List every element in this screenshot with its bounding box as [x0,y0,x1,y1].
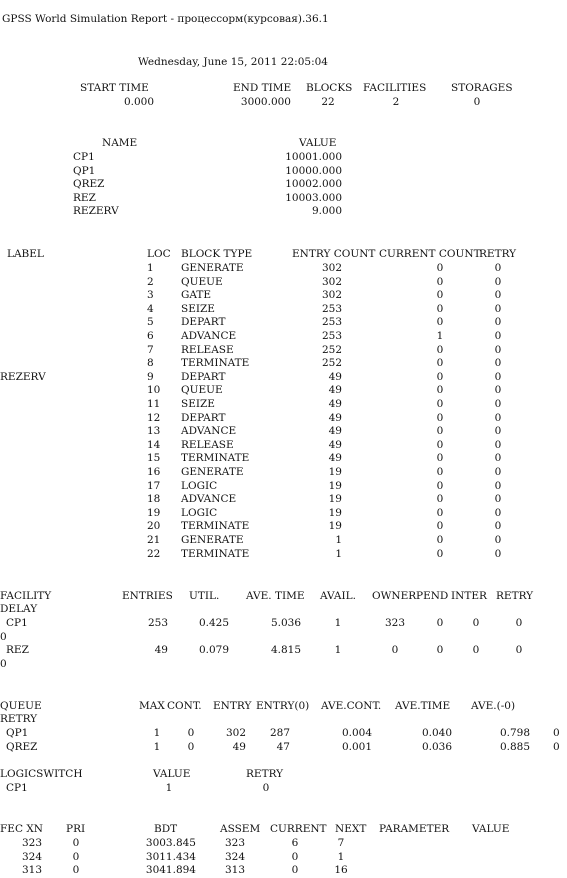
block-type: TERMINATE [181,547,250,560]
fec-value: 3011.434 [145,850,196,863]
blocks-header: RETRY [479,248,517,260]
facility-value: 4.815 [270,644,301,657]
block-loc: 15 [147,452,161,465]
block-type: LOGIC [181,506,218,519]
facility-retry-wrap: 0 [0,657,7,670]
facility-value: 5.036 [270,617,301,629]
block-retry: 0 [494,289,502,302]
name-label: CP1 [73,151,95,163]
block-type: ADVANCE [181,493,237,506]
block-loc: 20 [147,520,161,533]
block-current-count: 0 [436,316,444,329]
block-label: REZERV [0,370,46,383]
summary-value: 3000.000 [240,96,291,108]
block-current-count: 0 [436,302,444,315]
block-type: GATE [181,289,212,302]
block-loc: 5 [147,316,154,329]
block-retry: 0 [494,493,502,506]
facility-value: 1 [334,644,342,657]
block-retry: 0 [494,357,502,370]
block-retry: 0 [494,411,502,424]
block-retry: 0 [494,316,502,329]
block-current-count: 0 [436,425,444,438]
summary-header: START TIME [80,82,149,94]
facility-value: 323 [384,617,406,629]
name-label: REZERV [73,205,119,218]
block-current-count: 0 [436,411,444,424]
facility-header: AVE. TIME [246,590,305,602]
summary-value: 2 [392,96,400,108]
facility-value: 49 [154,644,168,657]
queue-value: 0.036 [421,740,452,753]
blocks-header: ENTRY COUNT [292,248,376,260]
block-type: RELEASE [181,438,234,451]
block-retry: 0 [494,438,502,451]
queue-header: AVE.(-0) [471,700,516,712]
facility-value: 0.079 [198,644,230,657]
block-type: SEIZE [181,398,215,410]
name-label: QP1 [73,164,96,177]
block-loc: 6 [147,330,154,342]
block-loc: 17 [147,479,161,492]
block-current-count: 0 [436,275,444,288]
block-retry: 0 [494,384,502,397]
block-type: DEPART [181,370,226,383]
block-entry-count: 49 [328,411,342,424]
block-current-count: 0 [436,466,444,478]
facility-value: 0.425 [198,617,230,629]
logicswitch-retry: 0 [262,782,270,794]
block-loc: 19 [147,506,161,519]
block-type: SEIZE [181,302,215,315]
block-entry-count: 49 [328,452,342,465]
block-retry: 0 [494,275,502,288]
facility-header: ENTRIES [122,590,173,602]
block-type: GENERATE [181,534,244,546]
queue-value: 1 [153,740,161,753]
fec-value: 0 [72,837,80,849]
fec-value: 6 [291,837,299,849]
fec-value: 323 [224,837,246,849]
block-type: ADVANCE [181,425,237,438]
block-entry-count: 302 [321,289,342,302]
block-retry: 0 [494,262,502,274]
block-type: TERMINATE [181,520,250,533]
block-current-count: 0 [436,357,444,370]
block-loc: 13 [147,425,161,438]
fec-value: 313 [224,864,246,877]
facility-header: DELAY [0,603,38,615]
queue-value: 0.040 [421,727,452,739]
name-value: 10001.000 [285,151,342,163]
fec-value: 323 [21,837,42,849]
block-loc: 11 [147,398,161,410]
queue-header: ENTRY(0) [256,700,310,712]
queue-retry: 0 [553,740,560,753]
blocks-header: LOC [147,248,171,260]
logicswitch-header: VALUE [153,768,191,780]
summary-header: FACILITIES [363,82,427,94]
block-entry-count: 19 [328,479,342,492]
facility-header: PEND [416,590,449,602]
block-loc: 8 [147,357,154,370]
name-value: 9.000 [311,205,342,218]
facility-value: 253 [147,617,168,629]
block-entry-count: 49 [328,370,342,383]
block-retry: 0 [494,452,502,465]
block-entry-count: 1 [335,534,342,546]
facility-header: UTIL. [189,590,220,602]
fec-header: BDT [154,823,178,835]
logicswitch-header: RETRY [246,768,284,780]
block-entry-count: 253 [321,330,342,342]
blocks-header: BLOCK TYPE [181,248,253,260]
block-retry: 0 [494,330,502,342]
facility-header: FACILITY [0,590,52,602]
block-current-count: 0 [436,534,444,546]
block-type: GENERATE [181,466,244,478]
queue-value: 302 [225,727,246,739]
queue-value: 0.004 [341,727,372,739]
facility-header: INTER [451,590,487,602]
fec-value: 0 [72,864,80,877]
summary-value: 0 [473,96,481,108]
logicswitch-name: CP1 [6,782,28,794]
name-label: REZ [73,191,96,204]
facility-value: 0 [391,644,399,657]
block-current-count: 0 [436,506,444,519]
block-loc: 2 [147,275,154,288]
blocks-header: CURRENT COUNT [379,248,481,260]
facility-header: OWNER [372,590,417,602]
block-current-count: 0 [436,547,444,560]
queue-header: RETRY [0,713,38,725]
block-retry: 0 [494,425,502,438]
block-loc: 3 [147,289,154,302]
report-date: Wednesday, June 15, 2011 22:05:04 [138,56,328,68]
block-type: RELEASE [181,343,234,356]
block-entry-count: 252 [321,343,342,356]
block-type: TERMINATE [181,357,250,370]
fec-header: PRI [66,823,86,835]
block-current-count: 0 [436,398,444,410]
block-loc: 10 [147,384,161,397]
fec-header: NEXT [335,823,367,835]
summary-header: END TIME [233,82,292,94]
block-current-count: 0 [436,520,444,533]
block-type: GENERATE [181,262,244,274]
report-title: GPSS World Simulation Report - процессорм(курсовая).36.1 [2,13,329,25]
fec-header: VALUE [472,823,510,835]
block-type: QUEUE [181,384,223,397]
facility-value: 0 [436,617,444,629]
block-retry: 0 [494,534,502,546]
block-loc: 1 [147,262,154,274]
facility-name: REZ [6,644,29,657]
queue-value: 49 [232,740,246,753]
block-retry: 0 [494,398,502,410]
block-current-count: 0 [436,493,444,506]
block-retry: 0 [494,370,502,383]
block-type: ADVANCE [181,330,237,342]
queue-value: 0.885 [499,740,530,753]
block-entry-count: 302 [321,275,342,288]
queue-value: 47 [276,740,290,753]
block-type: LOGIC [181,479,218,492]
queue-header: QUEUE [0,700,42,712]
block-loc: 9 [147,370,154,383]
fec-value: 324 [224,850,246,863]
queue-header: CONT. [167,700,202,712]
block-entry-count: 253 [321,316,342,329]
queue-header: AVE.TIME [395,700,451,712]
fec-header: ASSEM [220,823,261,835]
fec-header: PARAMETER [379,823,450,835]
block-current-count: 1 [436,330,444,342]
fec-value: 324 [21,850,42,863]
fec-value: 0 [291,864,299,877]
block-loc: 7 [147,343,154,356]
block-loc: 16 [147,466,161,478]
facility-name: CP1 [6,617,28,629]
facility-value: 0 [515,617,523,629]
queue-name: QREZ [6,740,38,753]
block-type: QUEUE [181,275,223,288]
fec-value: 0 [291,850,299,863]
block-entry-count: 302 [321,262,342,274]
block-loc: 12 [147,411,161,424]
queue-header: MAX [139,700,165,712]
names-header: NAME [102,137,138,149]
fec-value: 3003.845 [145,837,196,849]
fec-value: 16 [334,864,348,877]
queue-value: 0.001 [341,740,372,753]
block-loc: 22 [147,547,161,560]
queue-value: 1 [153,727,161,739]
fec-value: 0 [72,850,80,863]
block-entry-count: 253 [321,302,342,315]
block-entry-count: 19 [328,466,342,478]
block-entry-count: 49 [328,425,342,438]
block-loc: 21 [147,534,161,546]
block-retry: 0 [494,302,502,315]
block-type: DEPART [181,316,226,329]
block-current-count: 0 [436,262,444,274]
block-retry: 0 [494,506,502,519]
queue-name: QP1 [6,727,29,739]
facility-header: AVAIL. [320,590,356,602]
names-header: VALUE [299,137,337,149]
facility-value: 0 [472,644,480,657]
queue-value: 0 [187,727,195,739]
block-current-count: 0 [436,343,444,356]
facility-header: RETRY [496,590,534,602]
facility-value: 0 [472,617,480,629]
name-value: 10002.000 [285,178,342,191]
block-current-count: 0 [436,370,444,383]
queue-header: AVE.CONT. [321,700,382,712]
block-type: DEPART [181,411,226,424]
fec-header: FEC XN [0,823,43,835]
name-value: 10000.000 [285,164,342,177]
blocks-header: LABEL [7,248,44,260]
block-retry: 0 [494,466,502,478]
block-entry-count: 1 [335,547,342,560]
queue-header: ENTRY [213,700,252,712]
name-value: 10003.000 [285,191,342,204]
facility-retry-wrap: 0 [0,630,7,643]
queue-value: 0.798 [499,727,530,739]
block-current-count: 0 [436,384,444,397]
block-current-count: 0 [436,438,444,451]
queue-value: 287 [269,727,290,739]
block-entry-count: 49 [328,384,342,397]
fec-header: CURRENT [270,823,327,835]
summary-header: STORAGES [451,82,513,94]
block-entry-count: 19 [328,520,342,533]
facility-value: 0 [515,644,523,657]
block-loc: 14 [147,438,161,451]
block-entry-count: 19 [328,506,342,519]
block-entry-count: 19 [328,493,342,506]
summary-value: 0.000 [123,96,154,108]
fec-value: 1 [337,850,345,863]
fec-value: 7 [337,837,345,849]
block-loc: 4 [147,302,154,315]
block-current-count: 0 [436,452,444,465]
queue-value: 0 [187,740,195,753]
summary-header: BLOCKS [306,82,353,94]
block-entry-count: 49 [328,398,342,410]
logicswitch-header: LOGICSWITCH [0,768,83,780]
block-current-count: 0 [436,479,444,492]
queue-retry: 0 [553,727,560,739]
block-entry-count: 49 [328,438,342,451]
block-type: TERMINATE [181,452,250,465]
block-entry-count: 252 [321,357,342,370]
logicswitch-value: 1 [165,782,173,794]
block-loc: 18 [147,493,161,506]
summary-value: 22 [321,96,335,108]
facility-value: 1 [334,617,342,629]
facility-value: 0 [436,644,444,657]
block-retry: 0 [494,479,502,492]
block-retry: 0 [494,343,502,356]
fec-value: 313 [21,864,42,877]
block-current-count: 0 [436,289,444,302]
fec-value: 3041.894 [145,864,196,877]
name-label: QREZ [73,178,105,191]
block-retry: 0 [494,520,502,533]
block-retry: 0 [494,547,502,560]
